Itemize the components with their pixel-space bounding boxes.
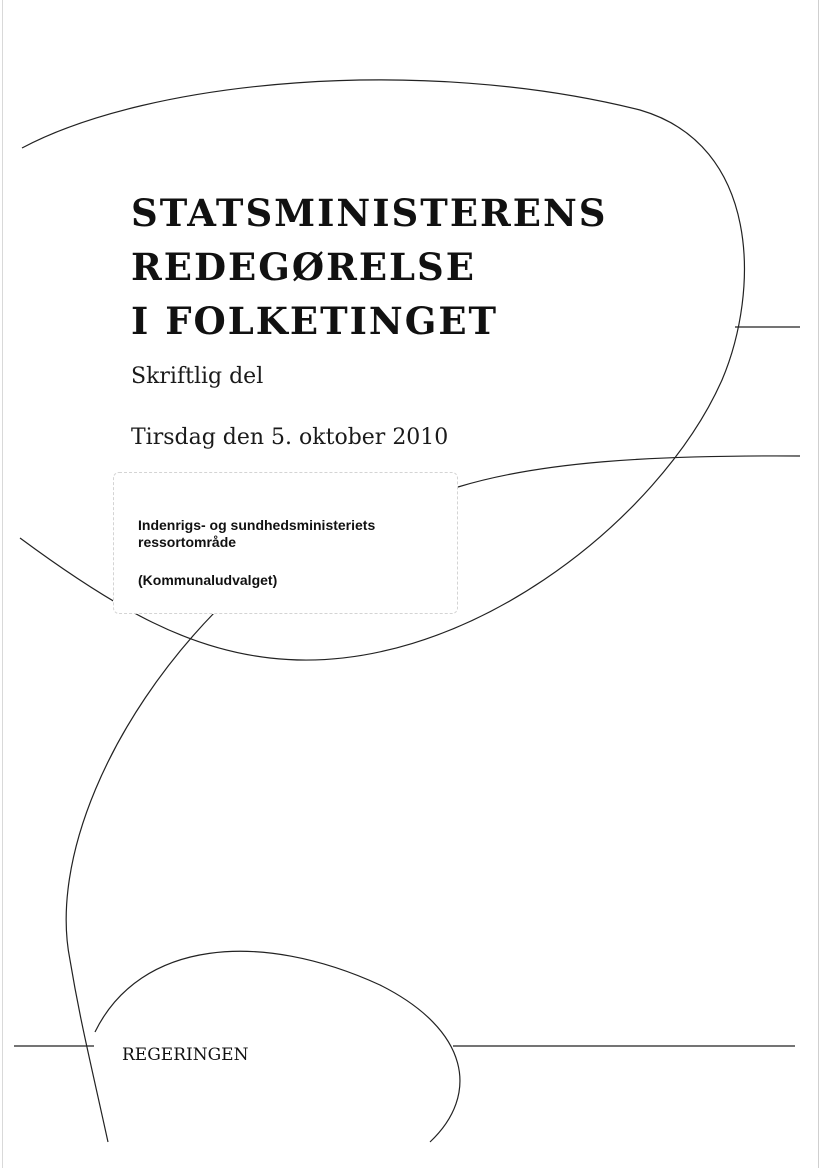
label-committee-line: (Kommunaludvalget) [138,572,278,588]
page-title [131,186,608,348]
ministry-label [113,472,458,614]
right-rule-middle [458,456,800,487]
title-line-2: REDEGØRELSE [131,245,476,289]
document-date: Tirsdag den 5. oktober 2010 [131,425,449,450]
publisher-footer: REGERINGEN [122,1045,249,1065]
title-line-3: I FOLKETINGET [131,299,499,343]
label-area-line: ressortområde [138,534,237,550]
title-line-1: STATSMINISTERENS [131,191,608,235]
subtitle: Skriftlig del [131,364,264,389]
label-ministry-line: Indenrigs- og sundhedsministeriets [138,517,376,533]
